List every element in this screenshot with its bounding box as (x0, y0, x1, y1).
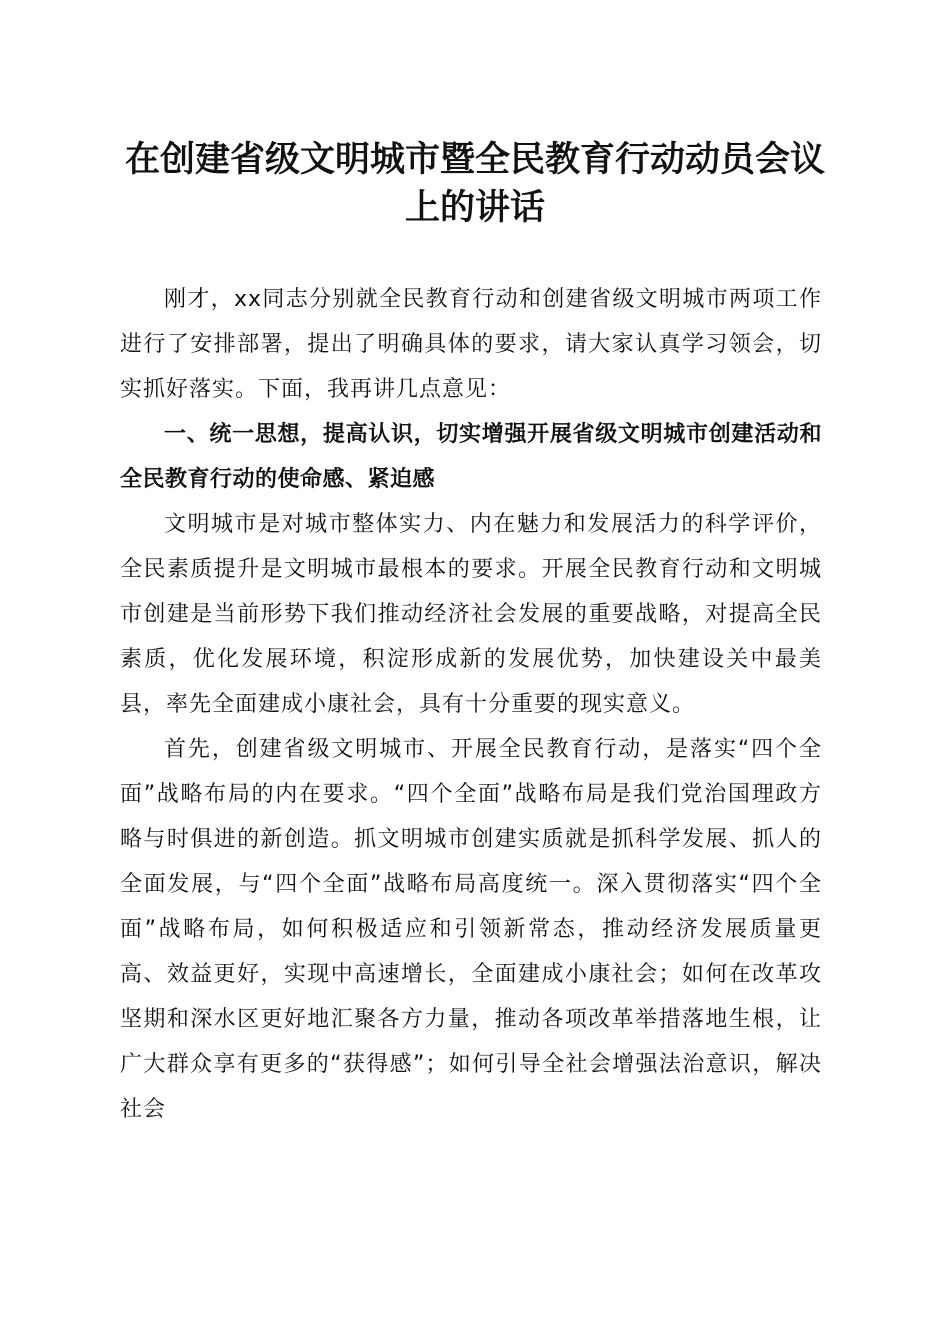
section-heading-1: 一、统一思想，提高认识，切实增强开展省级文明城市创建活动和全民教育行动的使命感、紧迫感 (120, 422, 822, 492)
title-line-1: 在创建省级文明城市暨全民教育行动动员会议 (124, 139, 825, 180)
intro-paragraph: 刚才，xx同志分别就全民教育行动和创建省级文明城市两项工作进行了安排部署，提出了明确具体的要求，请大家认真学习领会，切实抓好落实。下面，我再讲几点意见： (120, 287, 822, 402)
document-body (120, 277, 822, 1132)
body-paragraph-1: 文明城市是对城市整体实力、内在魅力和发展活力的科学评价，全民素质提升是文明城市最根本的要求。开展全民教育行动和文明城市创建是当前形势下我们推动经济社会发展的重要战略，对提高全民素质，优化发展环境，积淀形成新的发展优势，加快建设关中最美县，率先全面建成小康社会，具有十分重要的现实意义。 (120, 512, 822, 717)
title-line-2: 上的讲话 (404, 187, 545, 228)
body-paragraph-2: 首先，创建省级文明城市、开展全民教育行动，是落实“四个全面”战略布局的内在要求。“四个全面”战略布局是我们党治国理政方略与时俱进的新创造。抓文明城市创建实质就是抓科学发展、抓人的全面发展，与“四个全面”战略布局高度统一。深入贯彻落实“四个全面”战略布局，如何积极适应和引领新常态，推动经济发展质量更高、效益更好，实现中高速增长，全面建成小康社会；如何在改革攻坚期和深水区更好地汇聚各方力量，推动各项改革举措落地生根，让广大群众享有更多的“获得感”；如何引导全社会增强法治意识，解决社会 (120, 737, 822, 1122)
document-title (110, 136, 840, 232)
